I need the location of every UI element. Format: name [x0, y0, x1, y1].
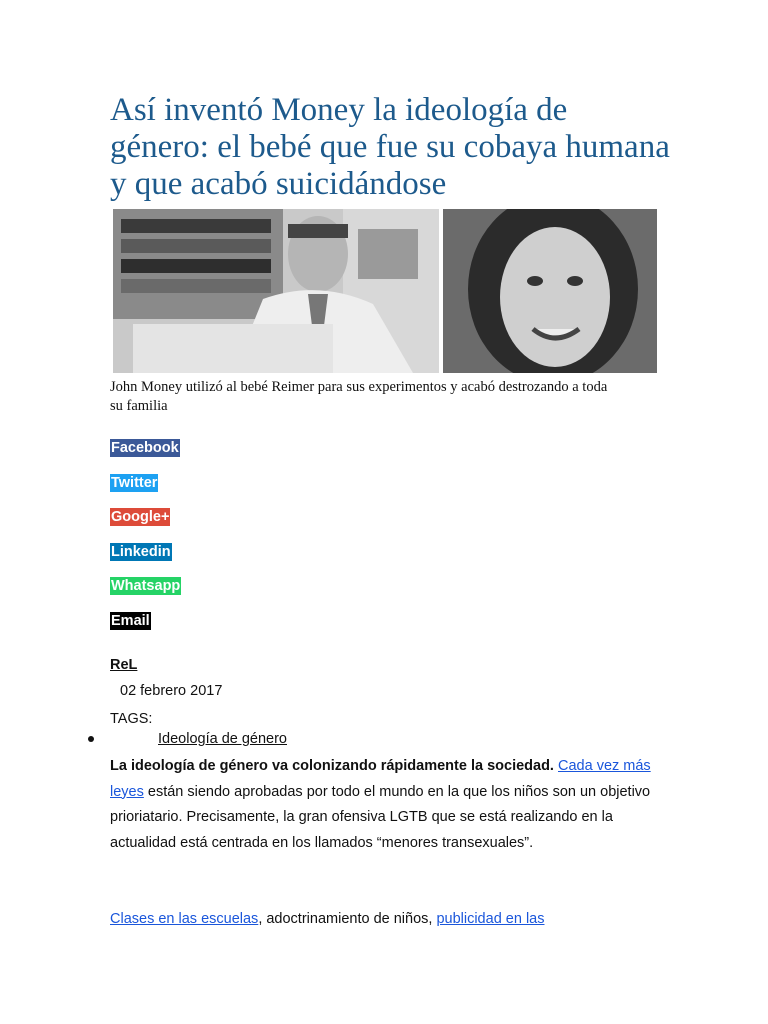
publicidad-link[interactable]: publicidad en las — [436, 911, 545, 927]
photo-caption: John Money utilizó al bebé Reimer para sus experimentos y acabó destrozando a toda su familia — [110, 379, 608, 414]
body-paragraph-1 — [110, 754, 655, 856]
body-paragraph-2 — [110, 907, 655, 933]
tag-link[interactable]: Ideología de género — [158, 731, 287, 747]
tag-bullet-icon — [88, 736, 94, 742]
share-email-button[interactable]: Email — [111, 613, 150, 629]
reimer-child-photo — [443, 209, 657, 373]
share-googleplus-button[interactable]: Google+ — [111, 509, 170, 525]
article-photo — [113, 209, 657, 373]
lead-bold-text: La ideología de género va colonizando rápidamente la sociedad. — [110, 758, 554, 774]
share-facebook-button[interactable]: Facebook — [111, 440, 179, 456]
author-link[interactable]: ReL — [110, 657, 138, 673]
tags-label: TAGS: — [110, 711, 153, 727]
leyes-link[interactable]: Cada vez más leyes — [110, 758, 651, 800]
share-whatsapp-button[interactable]: Whatsapp — [111, 578, 181, 594]
share-linkedin-button[interactable]: Linkedin — [111, 544, 171, 560]
article-title: Así inventó Money la ideología de género: el bebé que fue su cobaya humana y que acabó suicidándose — [110, 92, 670, 202]
share-twitter-button[interactable]: Twitter — [111, 475, 158, 491]
clases-link[interactable]: Clases en las escuelas — [110, 911, 259, 927]
paragraph-text: están siendo aprobadas por todo el mundo en la que los niños son un objetivo prioriatario. Precisamente, la gran ofensiva LGTB que se está realizando en la actualidad está centrada en los llamados “menores transexuales”. — [110, 783, 651, 851]
john-money-photo — [113, 209, 439, 373]
publish-date: 02 febrero 2017 — [120, 683, 223, 699]
paragraph-text: , adoctrinamiento de niños, — [258, 911, 437, 927]
